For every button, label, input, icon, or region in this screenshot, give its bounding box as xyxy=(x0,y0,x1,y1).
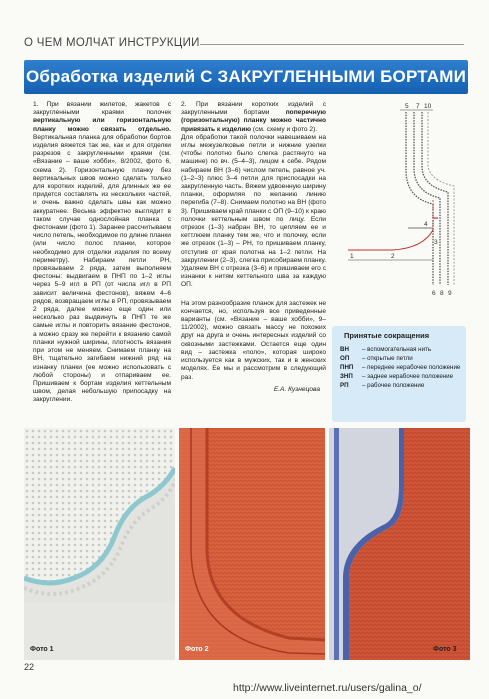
diagram-label: 2 xyxy=(391,253,395,260)
abbr-row xyxy=(340,354,460,363)
watermark: http://www.liveinternet.ru/users/galina_o/ xyxy=(233,682,422,694)
abbr-value: – рабочее положение xyxy=(362,382,425,389)
abbr-key: ОП xyxy=(340,355,350,362)
photo-2 xyxy=(179,428,325,660)
column-2 xyxy=(181,101,326,394)
abbr-value: – переднее нерабочее положение xyxy=(362,364,461,371)
diagram-label: 6 xyxy=(432,290,436,297)
abbr-value: – заднее нерабочее положение xyxy=(362,373,454,380)
col1-body: Вертикальная планка для обработки бортов изделия вяжется так же, как и для отделки разрезов с закругленными краями (см. «Вязание – ваше хобби», 8/2002, фото 6, схема 2). Горизонтальную планку без вертикальных швов можно сделать только для коротких изделий, для длинных же ее придется составлять из нескольких частей, и очень важно сделать швы как можно аккуратнее. Весьма эффектно выглядит в таком случае однослойная планка с фестонами (фото 1). Заранее рассчитываем число петель, необходимое по длине планки (или число полос планки, которое необходимо для отделки изделия по всему периметру). Набираем петли РН, провязываем 2 ряда, затем выполняем фестоны: выдвигаем в ПНП по 1–2 иглы через 5–9 игл в РП (от числа игл в РП зависит величина фестонов), вяжем 4–6 рядов, возвращаем иглы в РП, провязываем 2 ряда, далее можно еще один или несколько раз выдвинуть в ПНП те же самые иглы и повторить вязание фестонов, а можно сразу же перейти к вязанию самой планки нужной ширины, плотность вязания при этом не меняем. Снимаем планку на ВН, тщательно загибаем нижний ряд на изнанку планки (ее можно использовать с любой стороны) и отпариваем ее. Пришиваем к бортам изделия кеттельным швом, делая небольшую припосадку на закруглении. xyxy=(33,133,171,404)
photo-3 xyxy=(329,428,470,660)
abbreviations-title: Принятые сокращения xyxy=(344,331,430,340)
title-banner xyxy=(24,60,468,94)
col1-paragraph xyxy=(33,101,171,405)
abbr-key: ПНП xyxy=(340,364,354,371)
lace-image xyxy=(24,428,175,660)
column-1 xyxy=(33,101,171,405)
orange-knit-image xyxy=(179,428,325,660)
orange-blue-knit-image xyxy=(329,428,470,660)
diagram-label: 7 xyxy=(416,103,420,110)
article-title: Обработка изделий С ЗАКРУГЛЕННЫМИ БОРТАМИ xyxy=(25,67,467,86)
photo-2-caption: Фото 2 xyxy=(185,646,209,653)
diagram-label: 9 xyxy=(448,290,452,297)
col2-paragraph-3: На этом разнообразие планок для застежек не кончается, но, используя все приведенные варианты (см. «Вязание – ваше хобби», 9–11/2002), можно связать массу не похожих друг на друга и очень интересных изделий со сквозными застежками. Остается еще один вид – застежка «поло», которая широко используется как в мужских, так и в женских моделях. Ее мы и рассмотрим в следующий раз. xyxy=(181,299,326,381)
diagram-label: 10 xyxy=(424,103,432,110)
abbr-key: ВН xyxy=(340,346,349,353)
author: Е.А. Кузнецова xyxy=(273,385,320,393)
abbreviations-list xyxy=(340,345,460,390)
photo-1-caption: Фото 1 xyxy=(30,646,54,653)
col2-lead: 2. При вязании коротких изделий с закругленными бортами xyxy=(181,101,326,117)
abbr-row xyxy=(340,345,460,354)
col2-bold: поперечную (горизонтальную) планку можно частично привязать к изделию xyxy=(181,109,326,133)
section-title: О ЧЕМ МОЛЧАТ ИНСТРУКЦИИ xyxy=(24,37,200,49)
diagram-label: 5 xyxy=(405,103,409,110)
abbr-value: – открытые петли xyxy=(362,355,413,362)
section-rule xyxy=(200,44,464,45)
knitting-diagram xyxy=(338,100,468,300)
diagram-label: 3 xyxy=(434,239,438,246)
col2-paragraph-2: Для обработки такой полочки навешиваем на иглы межузелковые петли и нижние узелки (чтобы полотно было слегка растянуто на машине) по вч. (5–4–3), лицом к себе. Рядом набираем ВН (3–6) числом петель, равное уч. (1–2–3) плюс 3–4 петли для приспосадки на закругленную часть. Вяжем удвоенную ширину планки, оформляя по желанию линию перегиба (7–8). Снимаем полотно на ВН (фото 3). Пришиваем край планки с ОП (9–10) к краю полочки кеттельным швом по лицу. Если отрезок (1–3) набран ВН, то цепляем ее и кеттлюем планку тем же, что и полочку, если же отрезок (1–3) – РН, то пришиваем планку, отступив от края полотна на 1–2 петли. На закруглении (2–3), слегка присобираем планку. Удаляем ВН с отрезка (3–6) и пришиваем его с изнанки к нитям кеттельного шва за каждую ОП. xyxy=(181,133,326,289)
photo-3-caption: Фото 3 xyxy=(433,646,457,653)
page-number: 22 xyxy=(24,662,35,672)
col1-bold: вертикальную или горизонтальную планку можно связать отдельно. xyxy=(33,117,171,133)
abbr-key: РП xyxy=(340,382,349,389)
col2-after-bold: (см. схему и фото 2). xyxy=(252,125,318,133)
abbr-row xyxy=(340,363,460,372)
abbreviations-box xyxy=(332,326,466,422)
col1-lead: 1. При вязании жилетов, жакетов с закругленными краями полочек xyxy=(33,101,171,117)
col2-paragraph-1 xyxy=(181,101,326,134)
diagram-label: 1 xyxy=(350,253,354,260)
abbr-row xyxy=(340,381,460,390)
abbr-value: – вспомогательная нить xyxy=(362,346,432,353)
diagram-label: 8 xyxy=(440,290,444,297)
diagram-label: 4 xyxy=(424,221,428,228)
photo-1 xyxy=(24,428,175,660)
abbr-row xyxy=(340,372,460,381)
abbr-key: ЗНП xyxy=(340,373,353,380)
diagram-svg xyxy=(338,100,468,300)
